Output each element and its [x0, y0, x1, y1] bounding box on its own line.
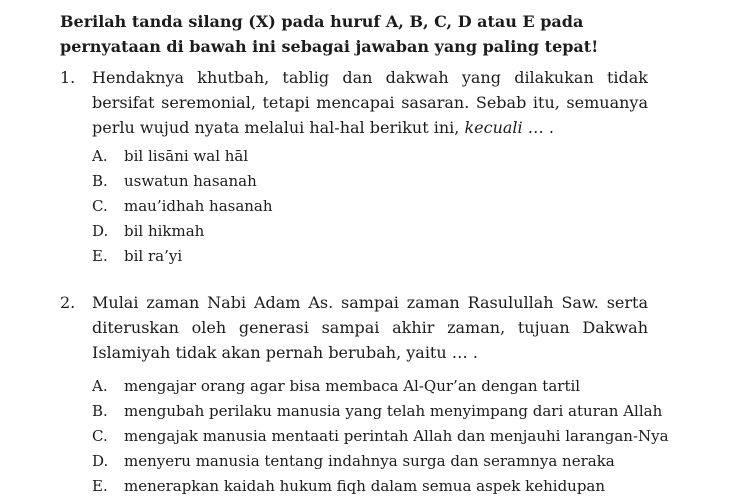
- question-number: 1.: [60, 68, 76, 87]
- option-letter: C.: [92, 197, 108, 215]
- option-letter: E.: [92, 477, 108, 495]
- option-text: bil ra’yi: [124, 247, 183, 265]
- option-letter: B.: [92, 172, 108, 190]
- option-text: mengubah perilaku manusia yang telah menyimpang dari aturan Allah: [124, 402, 663, 420]
- question-2: [60, 290, 669, 500]
- question-1: [60, 65, 660, 275]
- option-text: uswatun hasanah: [124, 172, 257, 190]
- option-letter: C.: [92, 427, 108, 445]
- option-text: mengajak manusia mentaati perintah Allah dan menjauhi larangan-Nya: [124, 427, 669, 445]
- question-stem-emphasis: kecuali … .: [464, 118, 554, 137]
- question-stem: Hendaknya khutbah, tablig dan dakwah yang dilakukan tidak bersifat seremonial, tetapi mencapai sasaran. Sebab itu, semuanya perlu wujud nyata melalui hal-hal berikut ini,: [92, 68, 648, 137]
- instruction-text: Berilah tanda silang (X) pada huruf A, B, C, D atau E pada pernyataan di bawah ini sebagai jawaban yang paling tepat!: [60, 12, 599, 56]
- option-letter: D.: [92, 222, 109, 240]
- option-text: menerapkan kaidah hukum fiqh dalam semua aspek kehidupan: [124, 477, 606, 495]
- option-text: menyeru manusia tentang indahnya surga dan seramnya neraka: [124, 452, 615, 470]
- option-text: bil hikmah: [124, 222, 205, 240]
- option-letter: A.: [92, 147, 108, 165]
- option-text: mengajar orang agar bisa membaca Al-Qur’an dengan tartil: [124, 377, 581, 395]
- option-letter: B.: [92, 402, 108, 420]
- question-number: 2.: [60, 293, 76, 312]
- option-letter: A.: [92, 377, 108, 395]
- option-letter: E.: [92, 247, 108, 265]
- option-text: bil lisāni wal hāl: [124, 147, 249, 165]
- option-text: mau’idhah hasanah: [124, 197, 273, 215]
- question-text: Mulai zaman Nabi Adam As. sampai zaman Rasulullah Saw. serta diteruskan oleh generasi sampai akhir zaman, tujuan Dakwah Islamiyah tidak akan pernah berubah, yaitu … .: [92, 293, 648, 362]
- option-letter: D.: [92, 452, 109, 470]
- question-text: [92, 65, 648, 140]
